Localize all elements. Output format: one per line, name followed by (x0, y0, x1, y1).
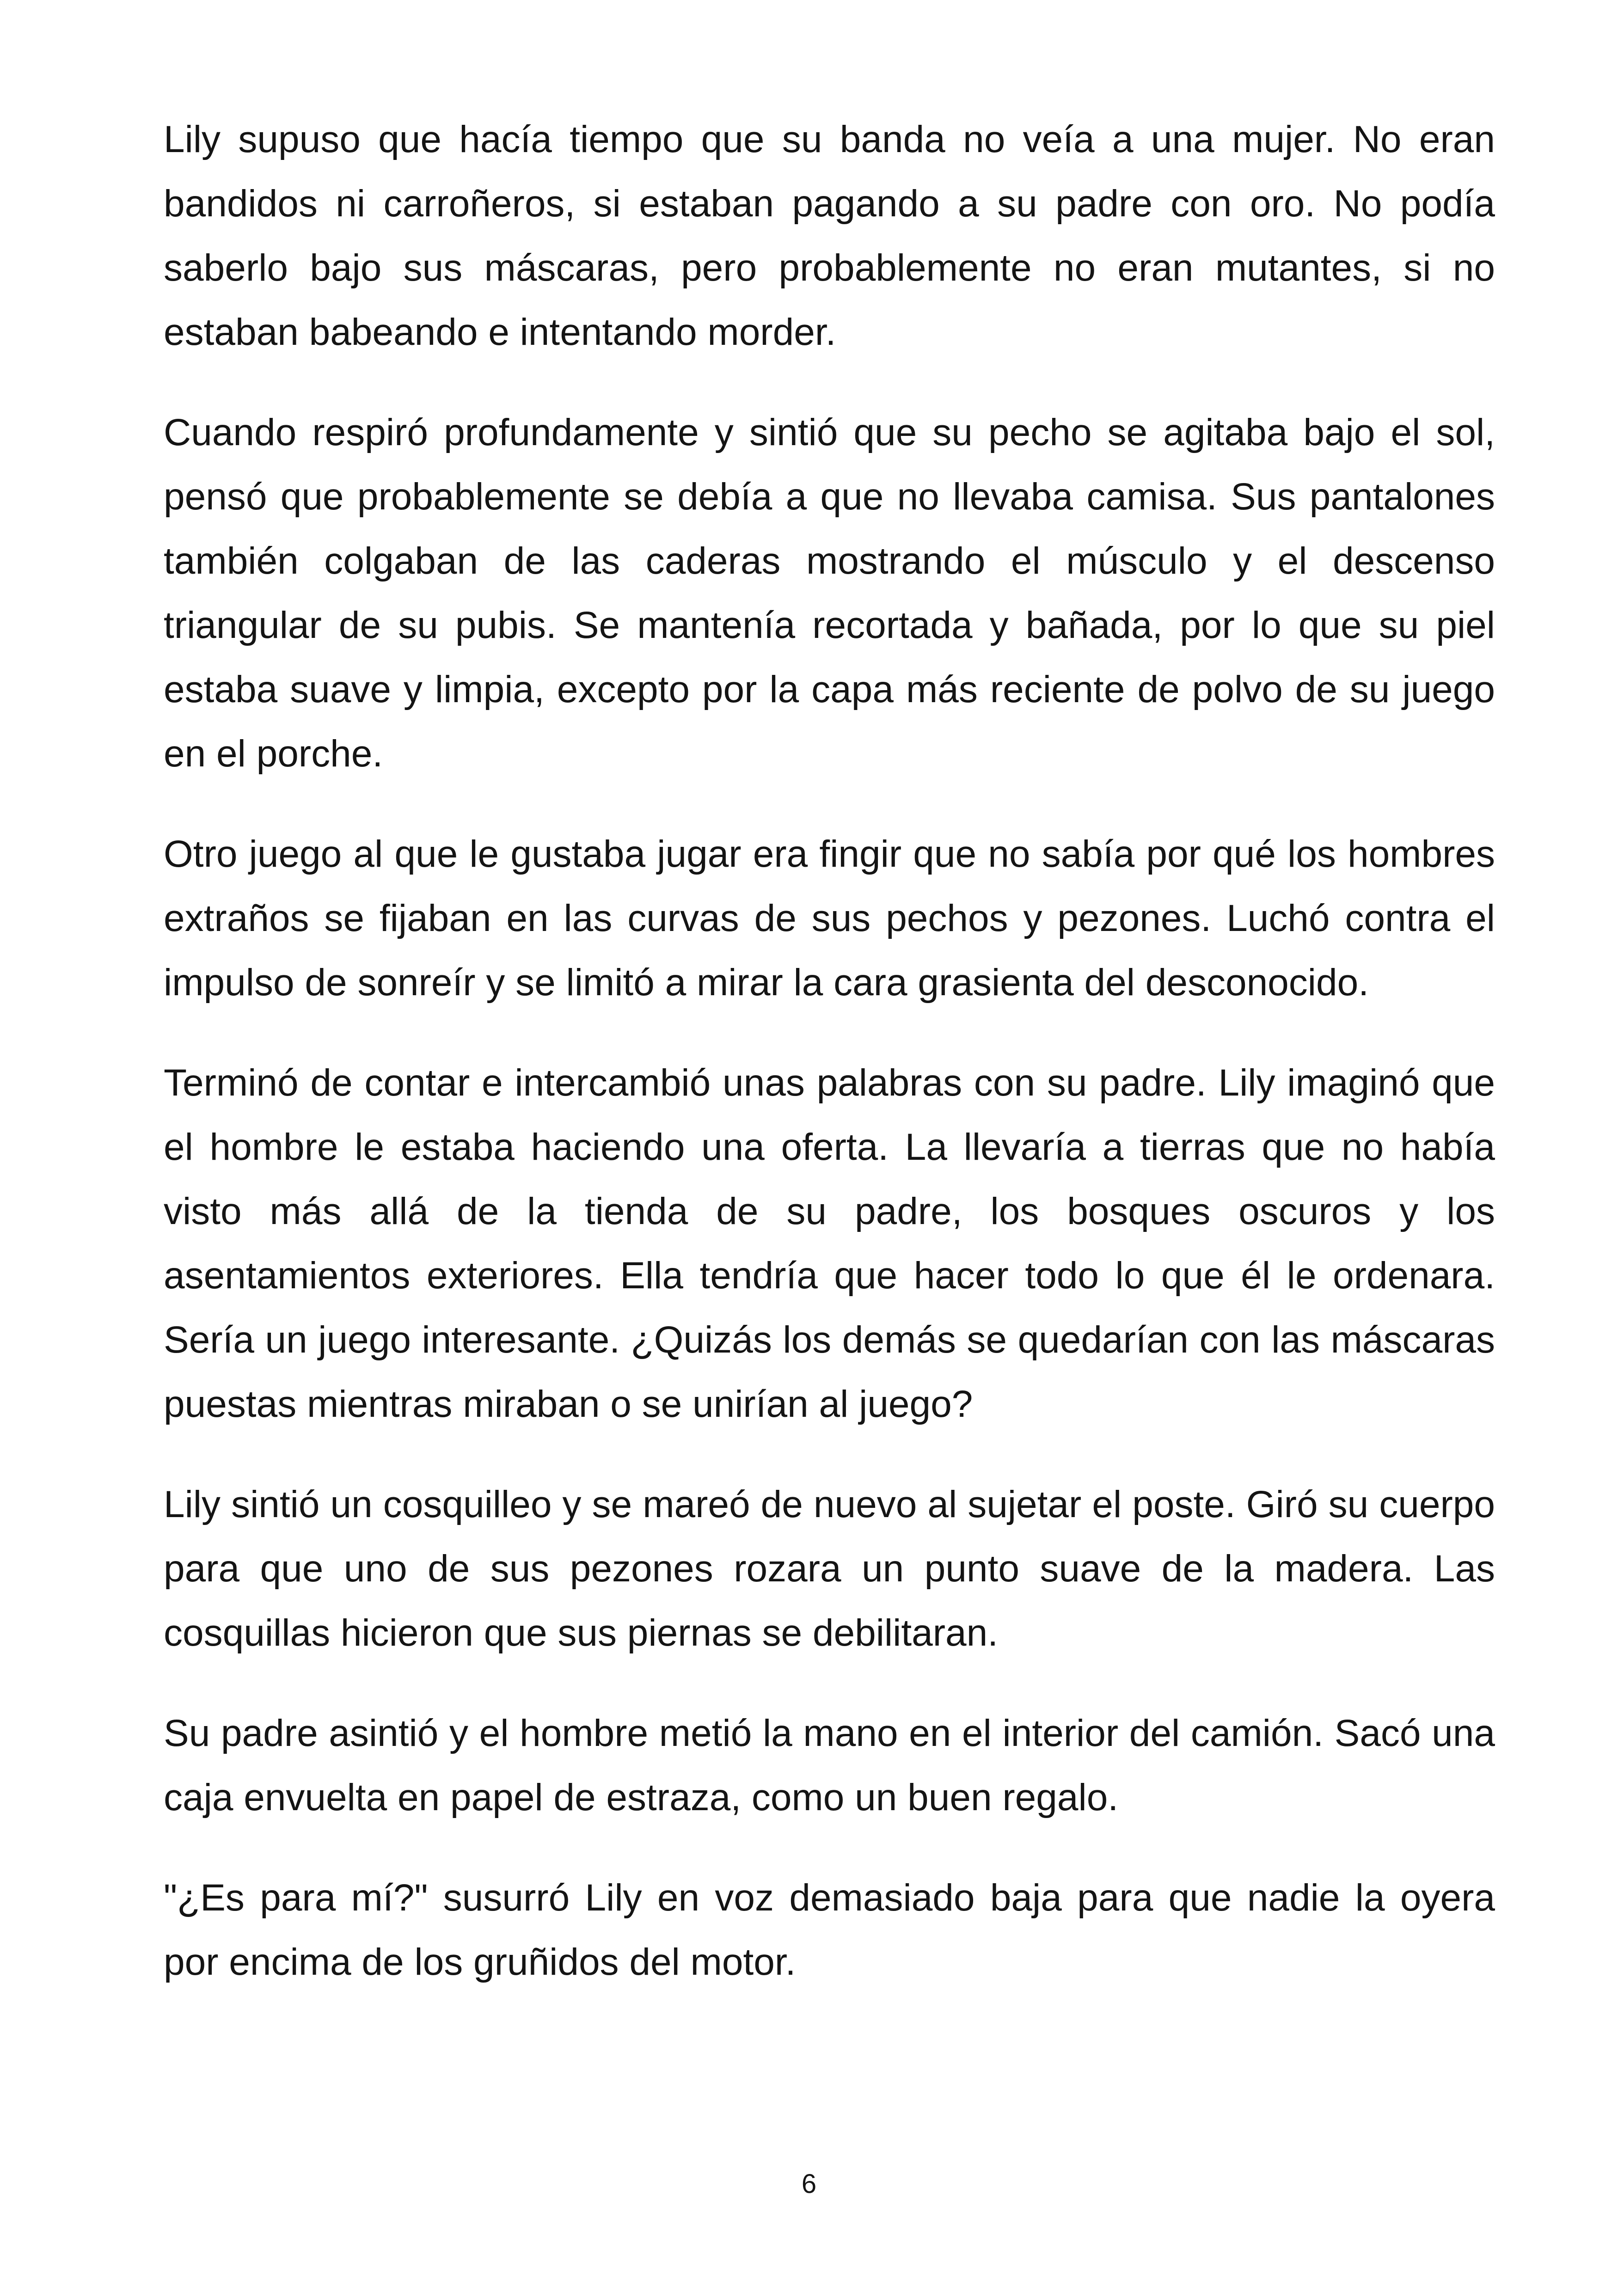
paragraph-3: Otro juego al que le gustaba jugar era fingir que no sabía por qué los hombres extraños se fijaban en las curvas de sus pechos y pezones. Luchó contra el impulso de sonreír y se limitó a mirar la cara grasienta del desconocido. (164, 833, 1495, 1004)
paragraph-7: "¿Es para mí?" susurró Lily en voz demasiado baja para que nadie la oyera por encima de los gruñidos del motor. (164, 1877, 1495, 1983)
page-number: 6 (801, 2169, 817, 2199)
paragraph-4: Terminó de contar e intercambió unas palabras con su padre. Lily imaginó que el hombre le estaba haciendo una oferta. La llevaría a tierras que no había visto más allá de la tienda de su padre, los bosques oscuros y los asentamientos exteriores. Ella tendría que hacer todo lo que él le ordenara. Sería un juego interesante. ¿Quizás los demás se quedarían con las máscaras puestas mientras miraban o se unirían al juego? (164, 1062, 1495, 1425)
body-text (164, 107, 1495, 1994)
paragraph-5: Lily sintió un cosquilleo y se mareó de nuevo al sujetar el poste. Giró su cuerpo para que uno de sus pezones rozara un punto suave de la madera. Las cosquillas hicieron que sus piernas se debilitaran. (164, 1483, 1495, 1654)
paragraph-2: Cuando respiró profundamente y sintió que su pecho se agitaba bajo el sol, pensó que probablemente se debía a que no llevaba camisa. Sus pantalones también colgaban de las caderas mostrando el músculo y el descenso triangular de su pubis. Se mantenía recortada y bañada, por lo que su piel estaba suave y limpia, excepto por la capa más reciente de polvo de su juego en el porche. (164, 411, 1495, 775)
paragraph-1: Lily supuso que hacía tiempo que su banda no veía a una mujer. No eran bandidos ni carroñeros, si estaban pagando a su padre con oro. No podía saberlo bajo sus máscaras, pero probablemente no eran mutantes, si no estaban babeando e intentando morder. (164, 118, 1495, 353)
paragraph-6: Su padre asintió y el hombre metió la mano en el interior del camión. Sacó una caja envuelta en papel de estraza, como un buen regalo. (164, 1712, 1495, 1818)
